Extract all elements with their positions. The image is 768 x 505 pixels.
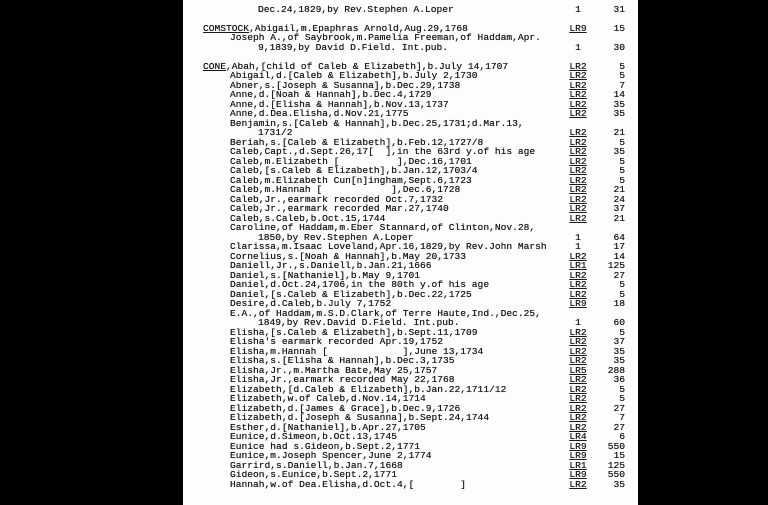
book-reference: LR2 bbox=[569, 402, 587, 414]
book-reference: LR2 bbox=[569, 174, 587, 186]
book-reference: LR2 bbox=[569, 184, 587, 195]
entry-description: Elisha,Jr.,earmark recorded May 22,1768 bbox=[230, 374, 455, 385]
entry-description: Beriah,s.[Caleb & Elizabeth],b.Feb.12,1727/8 bbox=[230, 136, 484, 148]
page-reference: 37 bbox=[613, 203, 625, 214]
page-reference: 288 bbox=[607, 364, 625, 376]
book-reference: LR9 bbox=[569, 469, 587, 480]
entry-description: ,Abigail,m.Epaphras Arnold,Aug.29,1768 bbox=[249, 22, 468, 34]
book-reference: LR2 bbox=[569, 288, 587, 300]
page-reference: 18 bbox=[613, 298, 625, 309]
page-reference: 60 bbox=[613, 317, 625, 328]
entry-description: Caroline,of Haddam,m.Eber Stannard,of Clinton,Nov.28, bbox=[230, 222, 536, 233]
entry-description: 9,1839,by David D.Field. Int.pub. bbox=[258, 41, 448, 53]
record-entry-row bbox=[183, 480, 638, 490]
page-reference: 125 bbox=[607, 260, 625, 271]
book-reference: LR2 bbox=[569, 203, 587, 214]
entry-text bbox=[258, 43, 448, 53]
book-reference: LR2 bbox=[569, 136, 587, 148]
page-reference: 550 bbox=[607, 440, 625, 452]
page-reference: 7 bbox=[619, 412, 625, 423]
document-page bbox=[183, 0, 638, 505]
page-reference: 15 bbox=[613, 450, 625, 461]
book-reference: 1 bbox=[575, 3, 581, 15]
entry-description: Daniel,d.Oct.24,1706,in the 80th y.of his age bbox=[230, 279, 490, 290]
entry-description: 1850,by Rev.Stephen A.Loper bbox=[258, 231, 414, 243]
entry-description: Abigail,d.[Caleb & Elizabeth],b.July 2,1730 bbox=[230, 70, 478, 81]
page-reference: 7 bbox=[619, 79, 625, 91]
book-reference: LR2 bbox=[569, 269, 587, 281]
page-reference: 21 bbox=[613, 127, 625, 138]
book-reference: LR2 bbox=[569, 383, 587, 395]
entry-description: Elisha,Jr.,m.Martha Bate,May 25,1757 bbox=[230, 364, 438, 376]
book-reference: LR9 bbox=[569, 450, 587, 461]
page-reference: 24 bbox=[613, 193, 625, 205]
record-entry-row bbox=[183, 43, 638, 53]
page-reference: 35 bbox=[613, 108, 625, 119]
entry-description: Elizabeth,d.[James & Grace],b.Dec.9,1726 bbox=[230, 402, 461, 414]
entry-description: Caleb,m.Elizabeth Cun[n]ingham,Sept.6,1723 bbox=[230, 174, 472, 186]
page-reference: 21 bbox=[613, 184, 625, 195]
page-reference: 14 bbox=[613, 89, 625, 100]
book-reference: LR9 bbox=[569, 440, 587, 452]
book-reference: LR9 bbox=[569, 22, 587, 34]
page-reference: 5 bbox=[619, 326, 625, 338]
page-reference: 5 bbox=[619, 136, 625, 148]
book-reference: LR1 bbox=[569, 459, 587, 471]
page-reference: 15 bbox=[613, 22, 625, 34]
page-reference: 64 bbox=[613, 231, 625, 243]
entry-description: Eunice had s.Gideon,b.Sept.2,1771 bbox=[230, 440, 420, 452]
book-reference: LR1 bbox=[569, 260, 587, 271]
book-reference: LR2 bbox=[569, 60, 587, 72]
page-reference: 17 bbox=[613, 241, 625, 252]
page-reference: 35 bbox=[613, 345, 625, 357]
surname-heading: CONE bbox=[203, 60, 227, 72]
book-reference: LR5 bbox=[569, 364, 587, 376]
book-reference: LR2 bbox=[569, 345, 587, 357]
entry-description: Anne,d.[Noah & Hannah],b.Dec.4,1729 bbox=[230, 89, 432, 100]
surname-heading: COMSTOCK bbox=[203, 22, 250, 34]
page-reference: 35 bbox=[613, 98, 625, 110]
entry-description: Eunice,d.Simeon,b.Oct.13,1745 bbox=[230, 431, 397, 442]
entry-description: Cornelius,s.[Noah & Hannah],b.May 20,1733 bbox=[230, 250, 467, 262]
entry-description: Elisha,[s.Caleb & Elizabeth],b.Sept.11,1709 bbox=[230, 326, 478, 338]
book-reference: LR2 bbox=[569, 478, 587, 490]
entry-description: Caleb,s.Caleb,b.Oct.15,1744 bbox=[230, 212, 386, 224]
entry-description: Abner,s.[Joseph & Susanna],b.Dec.29,1738 bbox=[230, 79, 461, 91]
book-reference: LR2 bbox=[569, 212, 587, 224]
book-reference: 1 bbox=[575, 317, 581, 328]
entry-description: Caleb,Capt.,d.Sept.26,17[ ],in the 63rd y.of his age bbox=[230, 146, 536, 157]
book-reference: 1 bbox=[575, 41, 581, 53]
book-reference: LR2 bbox=[569, 374, 587, 385]
record-entry-row bbox=[183, 5, 638, 15]
page-reference: 30 bbox=[613, 41, 625, 53]
page-reference: 36 bbox=[613, 374, 625, 385]
entry-description: E.A.,of Haddam,m.S.D.Clark,of Terre Haute,Ind.,Dec.25, bbox=[230, 307, 541, 319]
entry-description: Anne,d.Dea.Elisha,d.Nov.21,1775 bbox=[230, 108, 409, 119]
entry-description: Joseph A.,of Saybrook,m.Pamelia Freeman,of Haddam,Apr. bbox=[230, 32, 541, 43]
entry-description: Desire,d.Caleb,b.July 7,1752 bbox=[230, 298, 392, 309]
book-reference: LR2 bbox=[569, 393, 587, 404]
page-reference: 5 bbox=[619, 383, 625, 395]
book-reference: LR2 bbox=[569, 89, 587, 100]
entry-description: Hannah,w.of Dea.Elisha,d.Oct.4,[ ] bbox=[230, 478, 467, 490]
book-reference: LR2 bbox=[569, 326, 587, 338]
entry-description: 1849,by Rev.David D.Field. Int.pub. bbox=[258, 317, 460, 328]
book-reference: 1 bbox=[575, 241, 581, 252]
entry-description: Elisha's earmark recorded Apr.19,1752 bbox=[230, 336, 444, 347]
entry-description: Dec.24,1829,by Rev.Stephen A.Loper bbox=[258, 3, 454, 15]
entry-description: Caleb,[s.Caleb & Elizabeth],b.Jan.12,1703/4 bbox=[230, 165, 478, 176]
entry-description: Gideon,s.Eunice,b.Sept.2,1771 bbox=[230, 469, 397, 480]
entry-description: Caleb,Jr.,earmark recorded Oct.7,1732 bbox=[230, 193, 444, 205]
book-reference: LR2 bbox=[569, 127, 587, 138]
book-reference: LR2 bbox=[569, 108, 587, 119]
page-reference: 125 bbox=[607, 459, 625, 471]
entry-description: Elizabeth,[d.Caleb & Elizabeth],b.Jan.22,1711/12 bbox=[230, 383, 507, 395]
page-reference: 27 bbox=[613, 421, 625, 433]
book-reference: LR2 bbox=[569, 155, 587, 167]
page-reference: 5 bbox=[619, 279, 625, 290]
entry-description: Elisha,s.[Elisha & Hannah],b.Dec.3,1735 bbox=[230, 355, 455, 366]
book-reference: LR4 bbox=[569, 431, 587, 442]
entry-description: Garrird,s.Daniell,b.Jan.7,1668 bbox=[230, 459, 403, 471]
page-reference: 550 bbox=[607, 469, 625, 480]
book-reference: LR2 bbox=[569, 421, 587, 433]
entry-description: Anne,d.[Elisha & Hannah],b.Nov.13,1737 bbox=[230, 98, 449, 110]
book-reference: LR2 bbox=[569, 165, 587, 176]
page-reference: 14 bbox=[613, 250, 625, 262]
book-reference: LR2 bbox=[569, 412, 587, 423]
entry-description: ,Abah,[child of Caleb & Elizabeth],b.July 14,1707 bbox=[226, 60, 509, 72]
page-reference: 35 bbox=[613, 478, 625, 490]
entry-description: Elizabeth,d.[Joseph & Susanna],b.Sept.24,1744 bbox=[230, 412, 490, 423]
page-reference: 35 bbox=[613, 355, 625, 366]
book-reference: LR2 bbox=[569, 70, 587, 81]
entry-description: Elisha,m.Hannah [ ],June 13,1734 bbox=[230, 345, 484, 357]
page-reference: 5 bbox=[619, 393, 625, 404]
entry-text bbox=[258, 5, 454, 15]
entry-description: Clarissa,m.Isaac Loveland,Apr.16,1829,by Rev.John Marsh bbox=[230, 241, 547, 252]
entry-description: 1731/2 bbox=[258, 127, 293, 138]
entry-description: Eunice,m.Joseph Spencer,June 2,1774 bbox=[230, 450, 432, 461]
entry-description: Caleb,m.Elizabeth [ ],Dec.16,1701 bbox=[230, 155, 472, 167]
entry-description: Daniel,s.[Nathaniel],b.May 9,1701 bbox=[230, 269, 420, 281]
book-reference: LR9 bbox=[569, 298, 587, 309]
page-reference: 37 bbox=[613, 336, 625, 347]
page-reference: 5 bbox=[619, 165, 625, 176]
book-reference: LR2 bbox=[569, 336, 587, 347]
book-reference: LR2 bbox=[569, 193, 587, 205]
book-reference: LR2 bbox=[569, 355, 587, 366]
entry-text bbox=[230, 480, 466, 490]
entry-description: Daniel,[s.Caleb & Elizabeth],b.Dec.22,1725 bbox=[230, 288, 472, 300]
page-reference: 5 bbox=[619, 288, 625, 300]
page-reference: 27 bbox=[613, 402, 625, 414]
entry-description: Caleb,m.Hannah [ ],Dec.6,1728 bbox=[230, 184, 461, 195]
entry-description: Esther,d.[Nathaniel],b.Apr.27,1705 bbox=[230, 421, 426, 433]
page-reference: 5 bbox=[619, 155, 625, 167]
book-reference: LR2 bbox=[569, 250, 587, 262]
page-reference: 5 bbox=[619, 60, 625, 72]
page-reference: 35 bbox=[613, 146, 625, 157]
entry-description: Daniell,Jr.,s.Daniell,b.Jan.21,1666 bbox=[230, 260, 432, 271]
page-reference: 5 bbox=[619, 174, 625, 186]
entry-description: Caleb,Jr.,earmark recorded Mar.27,1740 bbox=[230, 203, 449, 214]
book-reference: 1 bbox=[575, 231, 581, 243]
book-reference: LR2 bbox=[569, 98, 587, 110]
page-reference: 27 bbox=[613, 269, 625, 281]
page-reference: 31 bbox=[613, 3, 625, 15]
page-reference: 6 bbox=[619, 431, 625, 442]
book-reference: LR2 bbox=[569, 279, 587, 290]
book-reference: LR2 bbox=[569, 79, 587, 91]
entry-description: Elizabeth,w.of Caleb,d.Nov.14,1714 bbox=[230, 393, 426, 404]
page-reference: 21 bbox=[613, 212, 625, 224]
page-reference: 5 bbox=[619, 70, 625, 81]
book-reference: LR2 bbox=[569, 146, 587, 157]
entry-description: Benjamin,s.[Caleb & Hannah],b.Dec.25,1731;d.Mar.13, bbox=[230, 117, 524, 129]
